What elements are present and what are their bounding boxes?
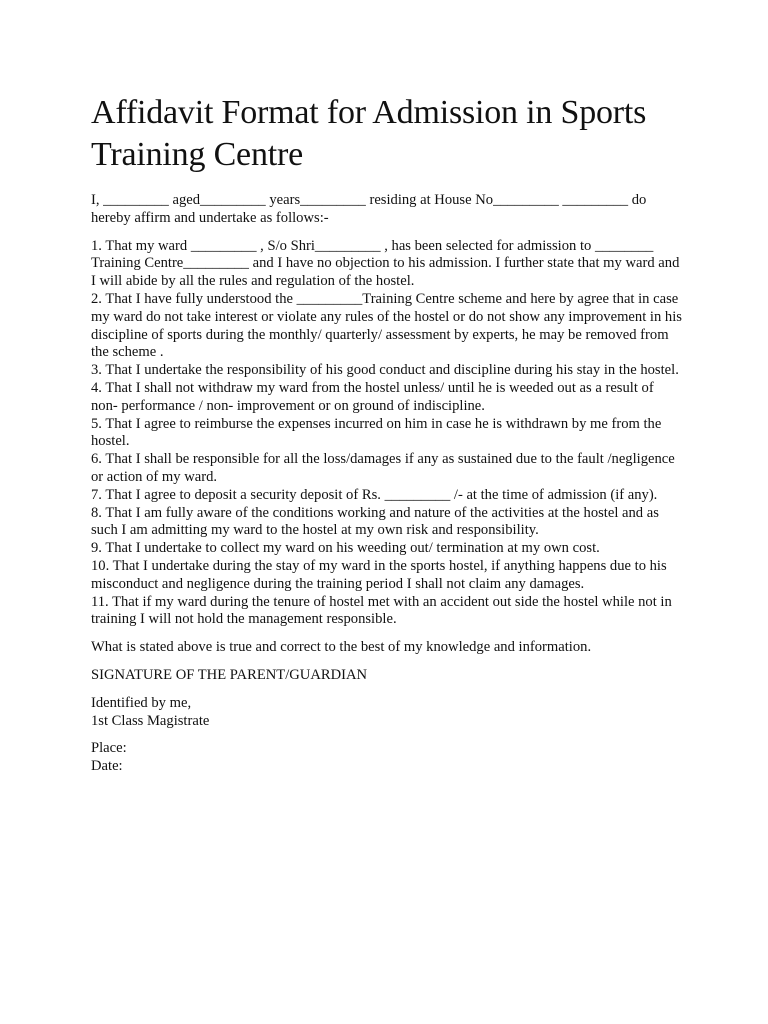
declaration-text: What is stated above is true and correct to the best of my knowledge and information. — [91, 639, 592, 656]
clause-8: 8. That I am fully aware of the conditions working and nature of the activities at the hostel and as such I am admitting my ward to the hostel at my own risk and responsibility. — [91, 504, 659, 539]
clause-7: 7. That I agree to deposit a security deposit of Rs. _________ /- at the time of admission (if any). — [91, 486, 658, 503]
clauses-list — [91, 238, 683, 630]
clause-2: 2. That I have fully understood the _________Training Centre scheme and here by agree that in case my ward do not take interest or violate any rules of the hostel or do not show any improvement in his discipline of sports during the monthly/ quarterly/ assessment by experts, he may be removed from the scheme . — [91, 290, 682, 361]
identification-block — [91, 695, 683, 731]
clause-6: 6. That I shall be responsible for all the loss/damages if any as sustained due to the fault /negligence or action of my ward. — [91, 451, 675, 485]
place-label: Place: — [91, 740, 127, 757]
signature-label: SIGNATURE OF THE PARENT/GUARDIAN — [91, 666, 368, 683]
magistrate-text: 1st Class Magistrate — [91, 712, 210, 729]
intro-paragraph: I, _________ aged_________ years_________ residing at House No_________ _________ do hereby affirm and undertake as follows:- — [91, 192, 647, 226]
clause-10: 10. That I undertake during the stay of my ward in the sports hostel, if anything happens due to his misconduct and negligence during the training period I shall not claim any damages. — [91, 557, 667, 592]
clause-1: 1. That my ward _________ , S/o Shri_________ , has been selected for admission to ________ Training Centre_________ and I have no objection to his admission. I further state that my ward and I will abide by all the rules and regulation of the hostel. — [91, 237, 680, 290]
document-title: Affidavit Format for Admission in Sports Training Centre — [91, 94, 647, 173]
clause-4: 4. That I shall not withdraw my ward from the hostel unless/ until he is weeded out as a result of non- performance / non- improvement or on ground of indiscipline. — [91, 379, 654, 414]
clause-11: 11. That if my ward during the tenure of hostel met with an accident out side the hostel while not in training I will not hold the management responsible. — [91, 593, 672, 628]
document-page — [91, 92, 683, 776]
clause-5: 5. That I agree to reimburse the expenses incurred on him in case he is withdrawn by me from the hostel. — [91, 415, 662, 450]
identified-by-text: Identified by me, — [91, 694, 192, 711]
clause-9: 9. That I undertake to collect my ward on his weeding out/ termination at my own cost. — [91, 540, 600, 557]
place-date-block — [91, 740, 683, 776]
clause-3: 3. That I undertake the responsibility of his good conduct and discipline during his stay in the hostel. — [91, 362, 679, 379]
date-label: Date: — [91, 758, 123, 775]
